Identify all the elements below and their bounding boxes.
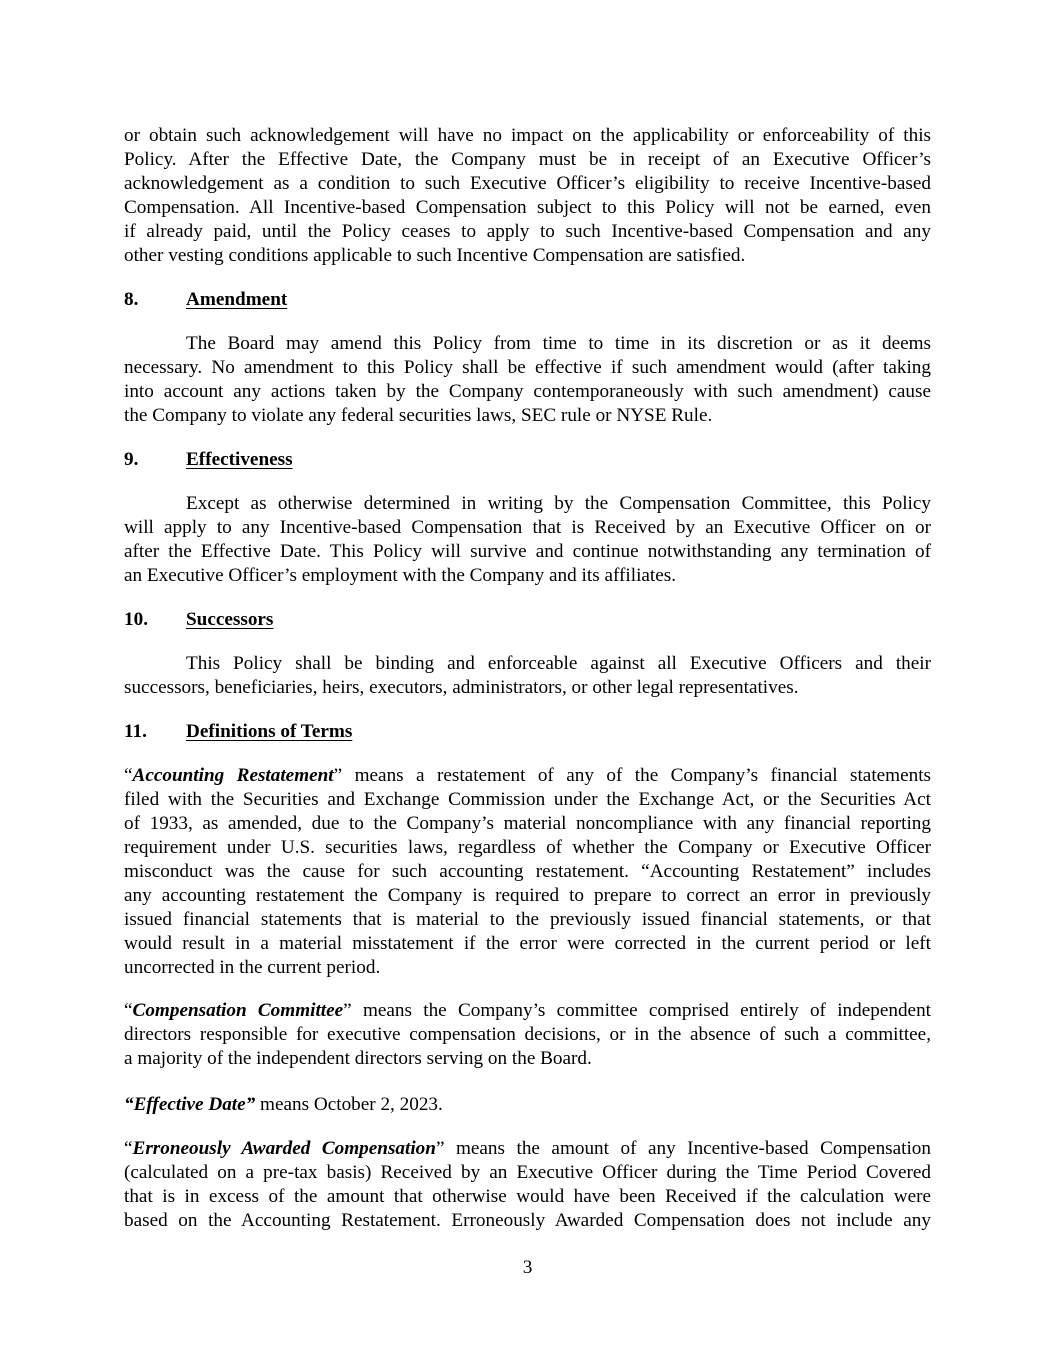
text-line: that is in excess of the amount that otherwise would have been Received if the calculation were — [124, 1186, 931, 1207]
open-quote: “ — [124, 1000, 133, 1021]
text-line — [124, 1137, 931, 1161]
section-number: 10. — [124, 609, 148, 630]
text-line: requirement under U.S. securities laws, regardless of whether the Company or Executive Officer — [124, 837, 931, 858]
text-line: acknowledgement as a condition to such Executive Officer’s eligibility to receive Incentive-based — [124, 173, 931, 194]
definition-effective-date — [124, 1093, 931, 1117]
text-line: the Company to violate any federal securities laws, SEC rule or NYSE Rule. — [124, 405, 713, 426]
text-line: directors responsible for executive compensation decisions, or in the absence of such a committee, — [124, 1024, 931, 1045]
section-heading-amendment — [124, 288, 287, 312]
section-number: 8. — [124, 289, 139, 310]
section-heading-successors — [124, 608, 273, 632]
text-line — [124, 764, 931, 788]
text-line: or obtain such acknowledgement will have no impact on the applicability or enforceability of this — [124, 125, 931, 146]
open-quote: “ — [124, 1138, 133, 1159]
close-quote: ” — [343, 1000, 352, 1021]
definition-text: means the amount of any Incentive-based Compensation — [444, 1138, 931, 1159]
definition-text: means the Company’s committee comprised entirely of independent — [351, 1000, 931, 1021]
section-title: Definitions of Terms — [186, 721, 353, 742]
section-title: Amendment — [186, 289, 288, 310]
text-line: an Executive Officer’s employment with the Company and its affiliates. — [124, 565, 677, 586]
defined-term: Accounting Restatement — [132, 765, 334, 786]
defined-term: Effective Date — [133, 1094, 246, 1115]
text-line: uncorrected in the current period. — [124, 957, 381, 978]
text-line: issued financial statements that is material to the previously issued financial statements, or that — [124, 909, 931, 930]
section-number: 9. — [124, 449, 139, 470]
close-quote: ” — [333, 765, 343, 786]
section-body-successors — [124, 652, 931, 700]
definition-text: means October 2, 2023. — [255, 1094, 443, 1115]
text-line: necessary. No amendment to this Policy shall be effective if such amendment would (after taking — [124, 357, 931, 378]
text-line: The Board may amend this Policy from time to time in its discretion or as it deems — [186, 333, 931, 354]
text-line: would result in a material misstatement if the error were corrected in the current period or left — [124, 933, 931, 954]
open-quote: “ — [124, 765, 133, 786]
text-line: filed with the Securities and Exchange Commission under the Exchange Act, or the Securities Act — [124, 789, 931, 810]
text-line: successors, beneficiaries, heirs, executors, administrators, or other legal representatives. — [124, 677, 799, 698]
close-quote: ” — [245, 1094, 256, 1115]
text-line: Except as otherwise determined in writing by the Compensation Committee, this Policy — [186, 493, 931, 514]
text-line: misconduct was the cause for such accounting restatement. “Accounting Restatement” includes — [124, 861, 931, 882]
continuation-paragraph — [124, 124, 931, 268]
definition-accounting-restatement — [124, 764, 931, 980]
text-line: Policy. After the Effective Date, the Company must be in receipt of an Executive Officer’s — [124, 149, 931, 170]
section-title: Successors — [186, 609, 274, 630]
definition-compensation-committee — [124, 999, 931, 1071]
definition-erroneously-awarded-compensation — [124, 1137, 931, 1233]
text-line: after the Effective Date. This Policy will survive and continue notwithstanding any termination of — [124, 541, 931, 562]
text-line — [124, 1093, 931, 1117]
close-quote: ” — [435, 1138, 445, 1159]
open-quote: “ — [124, 1094, 134, 1115]
definition-text: means a restatement of any of the Company’s financial statements — [342, 765, 931, 786]
text-line: (calculated on a pre-tax basis) Received by an Executive Officer during the Time Period Covered — [124, 1162, 931, 1183]
section-heading-effectiveness — [124, 448, 293, 472]
text-line: Compensation. All Incentive-based Compensation subject to this Policy will not be earned, even — [124, 197, 931, 218]
text-line: based on the Accounting Restatement. Erroneously Awarded Compensation does not include any — [124, 1210, 931, 1231]
text-line: into account any actions taken by the Company contemporaneously with such amendment) cause — [124, 381, 931, 402]
text-line — [124, 999, 931, 1023]
defined-term: Compensation Committee — [132, 1000, 344, 1021]
text-line: any accounting restatement the Company is required to prepare to correct an error in previously — [124, 885, 931, 906]
defined-term: Erroneously Awarded Compensation — [132, 1138, 436, 1159]
section-number: 11. — [124, 721, 147, 742]
text-line: will apply to any Incentive-based Compensation that is Received by an Executive Officer on or — [124, 517, 931, 538]
text-line: other vesting conditions applicable to such Incentive Compensation are satisfied. — [124, 245, 746, 266]
page-number: 3 — [522, 1257, 533, 1278]
section-body-amendment — [124, 332, 931, 428]
section-title: Effectiveness — [186, 449, 293, 470]
section-body-effectiveness — [124, 492, 931, 588]
text-line: This Policy shall be binding and enforceable against all Executive Officers and their — [186, 653, 931, 674]
section-heading-definitions — [124, 720, 352, 744]
text-line: if already paid, until the Policy ceases to apply to such Incentive-based Compensation and any — [124, 221, 931, 242]
text-line: a majority of the independent directors serving on the Board. — [124, 1048, 592, 1069]
text-line: of 1933, as amended, due to the Company’s material noncompliance with any financial reporting — [124, 813, 931, 834]
